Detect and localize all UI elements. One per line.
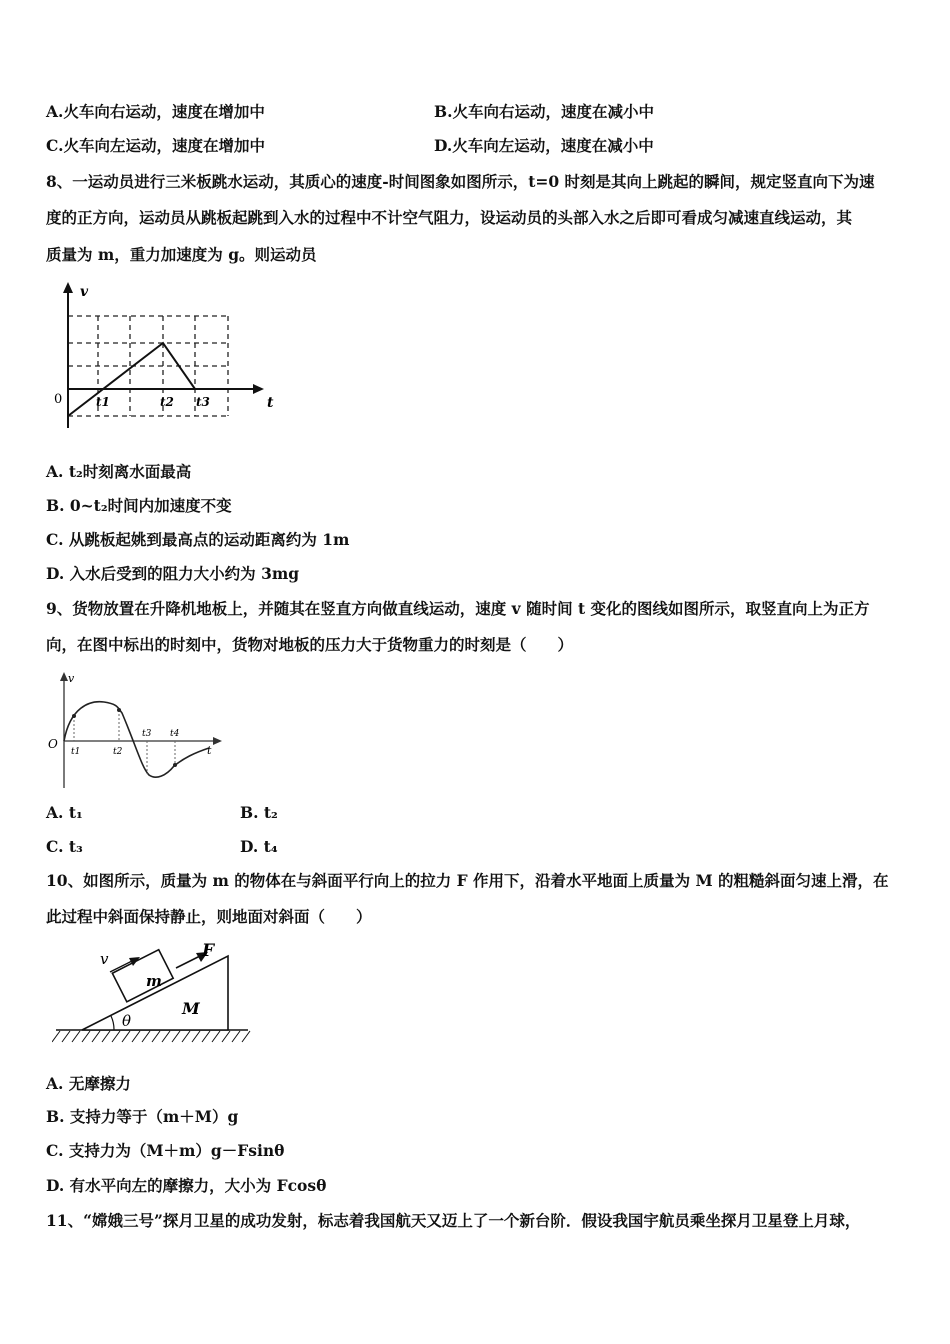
q8-option-d: D. 入水后受到的阻力大小约为 3mg [46,564,300,583]
q9-stem-line1: 9、货物放置在升降机地板上，并随其在竖直方向做直线运动，速度 v 随时间 t 变化的图线如图所示，取竖直向上为正方 [46,599,870,618]
q9-graph-t3: t3 [142,729,152,739]
q8-stem-line1: 8、一运动员进行三米板跳水运动，其质心的速度-时间图象如图所示，t=0 时刻是其向上跳起的瞬间，规定竖直向下为速 [46,172,875,191]
q10-stem-line2: 此过程中斜面保持静止，则地面对斜面（ ） [46,907,372,926]
q8-graph-origin: 0 [54,392,63,407]
q7-option-d: D.火车向左运动，速度在减小中 [434,136,654,155]
q10-stem-line1: 10、如图所示，质量为 m 的物体在与斜面平行向上的拉力 F 作用下，沿着水平地面上质量为 M 的粗糙斜面匀速上滑，在 [46,871,889,890]
q8-option-b: B. 0~t₂时间内加速度不变 [46,496,232,515]
q10-fig-v: v [100,950,109,968]
q8-graph-t3: t3 [196,395,210,409]
q8-graph-t1: t1 [96,395,110,409]
q8-stem-line2: 度的正方向，运动员从跳板起跳到入水的过程中不计空气阻力，设运动员的头部入水之后即可看成匀减速直线运动，其 [46,208,853,227]
q8-option-a: A. t₂时刻离水面最高 [46,462,192,481]
q10-option-d: D. 有水平向左的摩擦力，大小为 Fcosθ [46,1176,327,1195]
q9-graph-t2: t2 [113,747,123,757]
q8-graph-t-label: t [267,395,274,411]
q10-fig-M: M [182,999,200,1018]
q8-stem-line3: 质量为 m，重力加速度为 g。则运动员 [46,245,317,264]
q10-option-b: B. 支持力等于（m＋M）g [46,1107,239,1126]
q9-graph-t4: t4 [170,729,180,739]
q9-stem-line2: 向，在图中标出的时刻中，货物对地板的压力大于货物重力的时刻是（ ） [46,635,574,654]
q10-option-a: A. 无摩擦力 [46,1074,131,1093]
q9-option-d: D. t₄ [240,837,278,856]
q8-vt-graph [50,278,290,438]
q9-option-b: B. t₂ [240,803,278,822]
q9-option-a: A. t₁ [46,803,83,822]
q8-graph-v-label: v [80,284,89,300]
q10-fig-theta: θ [122,1012,132,1030]
q7-option-a: A.火车向右运动，速度在增加中 [46,102,265,121]
q9-graph-t-label: t [207,744,212,757]
q9-vt-graph [44,668,224,793]
q9-graph-v-label: v [68,672,75,685]
q7-option-b: B.火车向右运动，速度在减小中 [434,102,654,121]
q8-graph-t2: t2 [160,395,174,409]
q11-stem-line1: 11、“嫦娥三号”探月卫星的成功发射，标志着我国航天又迈上了一个新台阶．假设我国宇航员乘坐探月卫星登上月球， [46,1211,861,1230]
q8-option-c: C. 从跳板起姚到最高点的运动距离约为 1m [46,530,350,549]
q10-fig-F: F [202,941,215,961]
q9-option-c: C. t₃ [46,837,83,856]
q9-graph-origin: O [48,737,58,751]
q10-fig-m: m [146,972,162,990]
q10-incline-figure [52,938,252,1050]
q10-option-c: C. 支持力为（M＋m）g－Fsinθ [46,1141,285,1160]
q9-graph-t1: t1 [71,747,81,757]
q7-option-c: C.火车向左运动，速度在增加中 [46,136,265,155]
